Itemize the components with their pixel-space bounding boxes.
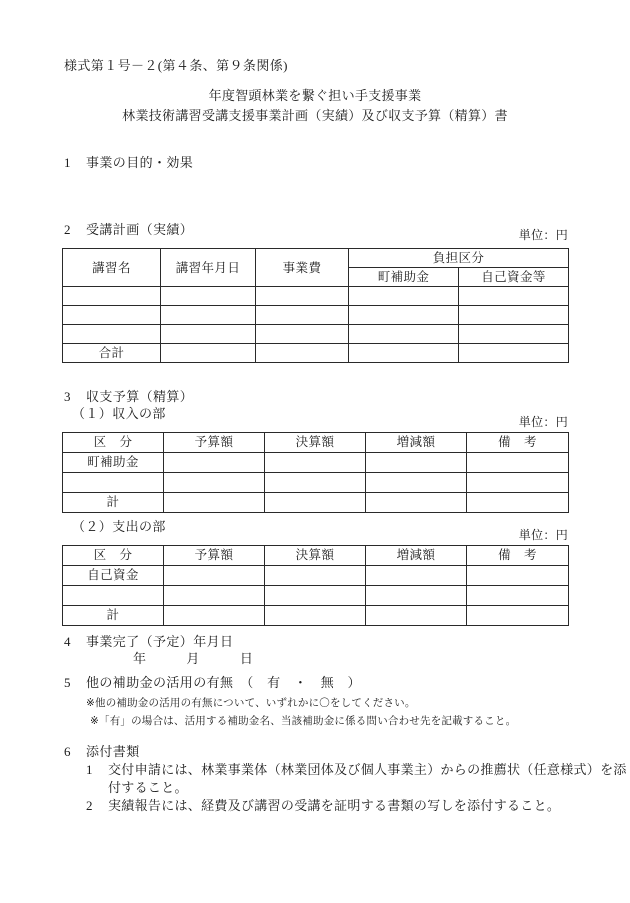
table-row xyxy=(63,473,569,493)
cell-town-subsidy[interactable] xyxy=(349,287,459,306)
cell-category[interactable] xyxy=(63,586,164,606)
header-town-subsidy: 町補助金 xyxy=(349,268,459,287)
attachment-2-text: 実績報告には、経費及び講習の受講を証明する書類の写しを添付すること。 xyxy=(108,798,561,813)
header-remarks: 備 考 xyxy=(467,433,569,453)
cell-total-label: 合計 xyxy=(63,344,161,363)
document-title xyxy=(0,86,630,126)
cell-total-budget-amount[interactable] xyxy=(164,493,265,513)
table-row xyxy=(63,287,569,306)
header-variance-amount: 増減額 xyxy=(366,433,467,453)
form-number: 様式第１号－２(第４条、第９条関係) xyxy=(64,58,288,73)
cell-remarks[interactable] xyxy=(467,566,569,586)
header-variance-amount: 増減額 xyxy=(366,546,467,566)
cell-own-funds[interactable] xyxy=(459,306,569,325)
note-line-2: ※「有」の場合は、活用する補助金名、当該補助金に係る問い合わせ先を記載すること。 xyxy=(90,715,517,727)
cell-variance-amount[interactable] xyxy=(366,566,467,586)
section-5-heading[interactable] xyxy=(64,672,361,691)
section-6-heading xyxy=(64,741,140,760)
cell-total-own-funds[interactable] xyxy=(459,344,569,363)
header-category: 区 分 xyxy=(63,546,164,566)
unit-label-income: 単位：円 xyxy=(518,415,568,429)
cell-own-funds[interactable] xyxy=(459,287,569,306)
section-4-label: 事業完了（予定）年月日 xyxy=(86,634,234,649)
section-4-number: 4 xyxy=(64,634,71,649)
cell-budget-amount[interactable] xyxy=(164,586,265,606)
table-row-total xyxy=(63,344,569,363)
header-category: 区 分 xyxy=(63,433,164,453)
section-1-number: 1 xyxy=(64,155,71,170)
table-row xyxy=(63,566,569,586)
cell-total-budget-amount[interactable] xyxy=(164,606,265,626)
cell-project-cost[interactable] xyxy=(256,306,349,325)
header-burden-section: 負担区分 xyxy=(349,249,569,268)
completion-date-line[interactable] xyxy=(133,648,253,667)
attachment-1-number: 1 xyxy=(86,762,93,777)
cell-total-remarks[interactable] xyxy=(467,606,569,626)
date-year-label: 年 xyxy=(133,651,147,666)
header-settlement-amount: 決算額 xyxy=(265,433,366,453)
header-budget-amount: 予算額 xyxy=(164,433,265,453)
cell-town-subsidy[interactable] xyxy=(349,306,459,325)
section-3-label: 収支予算（精算） xyxy=(86,389,194,404)
table-row xyxy=(63,453,569,473)
cell-remarks[interactable] xyxy=(467,453,569,473)
cell-budget-amount[interactable] xyxy=(164,453,265,473)
cell-settlement-amount[interactable] xyxy=(265,453,366,473)
table-expense xyxy=(62,545,569,626)
cell-course-date[interactable] xyxy=(161,306,256,325)
header-course-date: 講習年月日 xyxy=(161,249,256,287)
note-line-1: ※他の補助金の活用の有無について、いずれかに〇をしてください。 xyxy=(86,697,416,709)
cell-project-cost[interactable] xyxy=(256,287,349,306)
cell-course-date[interactable] xyxy=(161,287,256,306)
cell-variance-amount[interactable] xyxy=(366,453,467,473)
cell-remarks[interactable] xyxy=(467,586,569,606)
table-row xyxy=(63,306,569,325)
table-income xyxy=(62,432,569,513)
cell-course-name[interactable] xyxy=(63,306,161,325)
cell-total-project-cost[interactable] xyxy=(256,344,349,363)
header-settlement-amount: 決算額 xyxy=(265,546,366,566)
cell-total-remarks[interactable] xyxy=(467,493,569,513)
section-1-label: 事業の目的・効果 xyxy=(86,155,194,170)
cell-total-town-subsidy[interactable] xyxy=(349,344,459,363)
cell-budget-amount[interactable] xyxy=(164,566,265,586)
header-course-name: 講習名 xyxy=(63,249,161,287)
section-3-1-heading: （１）収入の部 xyxy=(72,406,166,421)
cell-category[interactable]: 自己資金 xyxy=(63,566,164,586)
attachment-1-continuation: 付すること。 xyxy=(108,780,188,795)
section-5-number: 5 xyxy=(64,675,71,690)
cell-settlement-amount[interactable] xyxy=(265,586,366,606)
table-row-total xyxy=(63,606,569,626)
header-project-cost: 事業費 xyxy=(256,249,349,287)
cell-settlement-amount[interactable] xyxy=(265,566,366,586)
title-line-1: 年度智頭林業を繋ぐ担い手支援事業 xyxy=(208,88,422,103)
cell-remarks[interactable] xyxy=(467,473,569,493)
cell-course-name[interactable] xyxy=(63,325,161,344)
date-day-label: 日 xyxy=(239,651,254,666)
section-1-heading xyxy=(64,152,193,171)
date-month-label: 月 xyxy=(186,651,200,666)
cell-total-label: 計 xyxy=(63,493,164,513)
section-6-label: 添付書類 xyxy=(86,744,140,759)
header-remarks: 備 考 xyxy=(467,546,569,566)
attachment-1-text: 交付申請には、林業事業体（林業団体及び個人事業主）からの推薦状（任意様式）を添 xyxy=(108,762,627,777)
cell-total-settlement-amount[interactable] xyxy=(265,493,366,513)
cell-settlement-amount[interactable] xyxy=(265,473,366,493)
section-2-number: 2 xyxy=(64,222,71,237)
table-row-header xyxy=(63,546,569,566)
table-row-total xyxy=(63,493,569,513)
header-budget-amount: 予算額 xyxy=(164,546,265,566)
title-line-2: 林業技術講習受講支援事業計画（実績）及び収支予算（精算）書 xyxy=(122,108,508,123)
attachment-2-number: 2 xyxy=(86,798,93,813)
section-2-label: 受講計画（実績） xyxy=(86,222,194,237)
cell-variance-amount[interactable] xyxy=(366,586,467,606)
attachment-item-2 xyxy=(86,795,560,814)
cell-course-date[interactable] xyxy=(161,325,256,344)
cell-own-funds[interactable] xyxy=(459,325,569,344)
cell-project-cost[interactable] xyxy=(256,325,349,344)
section-3-2-heading: （２）支出の部 xyxy=(72,519,166,534)
cell-category[interactable]: 町補助金 xyxy=(63,453,164,473)
section-3-number: 3 xyxy=(64,389,71,404)
header-own-funds: 自己資金等 xyxy=(459,268,569,287)
cell-total-label: 計 xyxy=(63,606,164,626)
table-row-header-top xyxy=(63,249,569,268)
section-5-label: 他の補助金の活用の有無 （ 有 ・ 無 ） xyxy=(86,675,361,690)
unit-label-expense: 単位：円 xyxy=(518,528,568,542)
cell-course-name[interactable] xyxy=(63,287,161,306)
attachment-item-1 xyxy=(86,759,627,778)
table-row xyxy=(63,325,569,344)
cell-total-variance-amount[interactable] xyxy=(366,606,467,626)
section-6-number: 6 xyxy=(64,744,71,759)
cell-total-settlement-amount[interactable] xyxy=(265,606,366,626)
cell-variance-amount[interactable] xyxy=(366,473,467,493)
unit-label-jukou: 単位：円 xyxy=(518,228,568,242)
cell-total-course-date[interactable] xyxy=(161,344,256,363)
table-row-header xyxy=(63,433,569,453)
table-receiving-plan xyxy=(62,248,569,363)
cell-category[interactable] xyxy=(63,473,164,493)
cell-town-subsidy[interactable] xyxy=(349,325,459,344)
cell-budget-amount[interactable] xyxy=(164,473,265,493)
section-2-heading xyxy=(64,219,193,238)
table-row xyxy=(63,586,569,606)
cell-total-variance-amount[interactable] xyxy=(366,493,467,513)
